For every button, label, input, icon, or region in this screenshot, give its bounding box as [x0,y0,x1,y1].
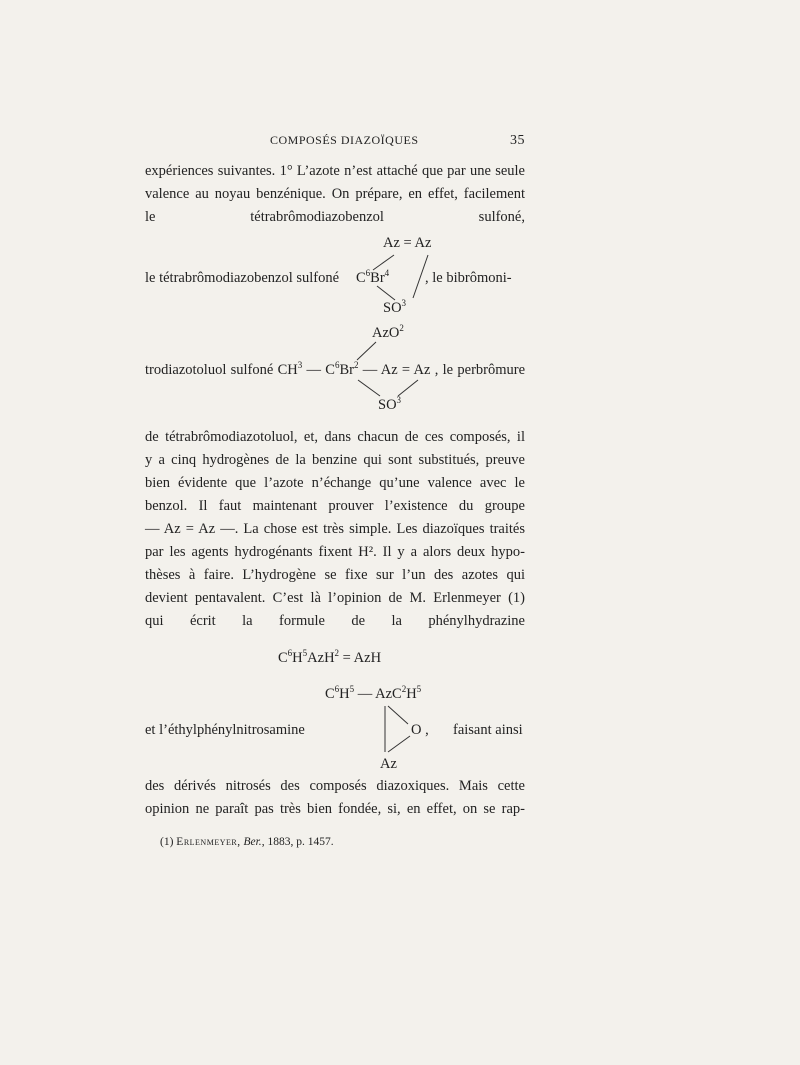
footnote-journal: Ber. [243,836,262,848]
bond-line [373,255,394,270]
formula-1-center: $C^6Br^4$ [356,268,390,286]
formula-4-bottom: Az [380,756,397,772]
text-line: bien évidente que l’azote n’échange qu’une valence avec le [145,475,525,491]
text-line: — Az = Az —. La chose est très simple. Les diazoïques traités [145,521,525,537]
formula-4-suffix: faisant ainsi [453,722,523,738]
formula-1-prefix: le tétrabrômodiazobenzol sulfoné [145,270,340,286]
text-line: y a cinq hydrogènes de la benzine qui sont substitués, preuve [145,452,525,468]
footnote-reference: , 1883, p. 1457. [261,836,334,848]
text-line: qui écrit la formule de la phénylhydrazine [145,613,525,629]
text-line: benzol. Il faut maintenant prouver l’existence du groupe [145,498,525,514]
text-line: opinion ne paraît pas très bien fondée, si, en effet, on se rap- [145,801,525,817]
bond-line [413,255,428,298]
bond-line [388,706,408,724]
bond-line [358,380,380,396]
formula-4-top: $C^6H^5$ — $AzC^2H^5$ [325,684,422,702]
running-title: COMPOSÉS DIAZOÏQUES [270,133,419,147]
formula-1-bottom: $SO^3$ [383,298,407,316]
formula-1-suffix: , le bibrômoni- [425,270,512,286]
formula-2-bottom: $SO^3$ [378,395,402,413]
formula-2-line: trodiazotoluol sulfoné $CH^3$ — $C^6Br^2$ — Az = Az , le perbrômure [145,360,526,378]
footnote-author: Erlenmeyer, [176,836,241,848]
footnote [160,836,334,848]
bond-line [377,286,395,300]
text-line: valence au noyau benzénique. On prépare, en effet, facilement [145,186,525,202]
bond-line [388,736,410,752]
text-line: par les agents hydrogénants fixent H². Il y a alors deux hypo- [145,544,525,560]
formula-4-middle: O , [411,722,429,738]
formula-phenylhydrazine: $C^6H^5AzH^2$ = AzH [278,648,382,666]
page-number: 35 [510,133,525,148]
formula-4-prefix: et l’éthylphénylnitrosamine [145,722,305,738]
text-line: thèses à faire. L’hydrogène se fixe sur l’un des azotes qui [145,567,525,583]
bond-line [357,342,376,360]
footnote-marker: (1) [160,836,174,848]
paragraph-2 [145,426,525,633]
text-line: des dérivés nitrosés des composés diazoxiques. Mais cette [145,778,525,794]
bond-line [398,380,418,396]
formula-1-top: Az = Az [383,235,432,251]
formula-2-top: AzO$^2$ [372,323,404,341]
text-line: le tétrabrômodiazobenzol sulfoné, [145,209,525,225]
text-line: devient pentavalent. C’est là l’opinion de M. Erlenmeyer (1) [145,590,525,606]
text-line: expériences suivantes. 1° L’azote n’est attaché que par une seule [145,163,525,179]
text-line: de tétrabrômodiazotoluol, et, dans chacun de ces composés, il [145,429,525,445]
paragraph-3 [145,775,525,821]
